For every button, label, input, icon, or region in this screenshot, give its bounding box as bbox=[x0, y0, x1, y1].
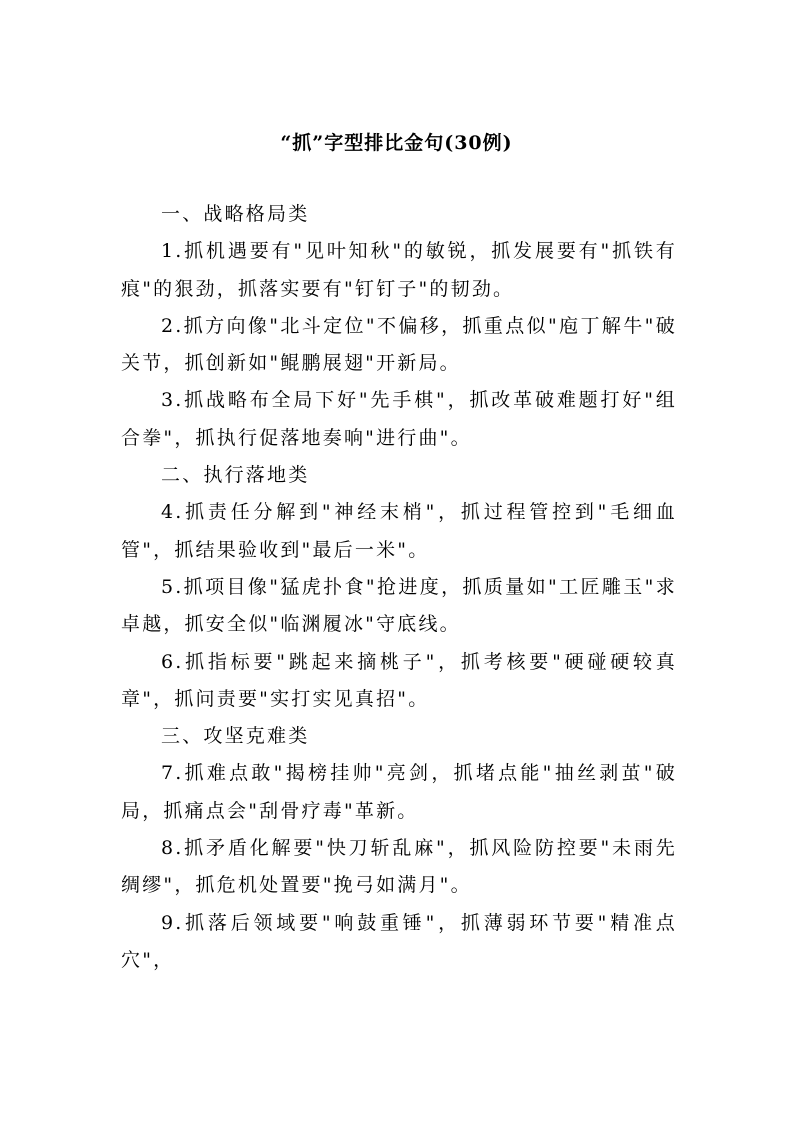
section-heading-tackling: 三、攻坚克难类 bbox=[161, 725, 310, 748]
paragraph-5: 5.抓项目像"猛虎扑食"抢进度，抓质量如"工匠雕玉"求卓越，抓安全似"临渊履冰"守底线。 bbox=[121, 575, 677, 636]
section-heading-execution: 二、执行落地类 bbox=[161, 464, 310, 487]
document-title: “抓”字型排比金句(30例) bbox=[280, 132, 513, 154]
paragraph-4: 4.抓责任分解到"神经末梢"，抓过程管控到"毛细血管"，抓结果验收到"最后一米"。 bbox=[121, 501, 677, 561]
paragraph-1: 1.抓机遇要有"见叶知秋"的敏锐，抓发展要有"抓铁有痕"的狠劲，抓落实要有"钉钉子"的韧劲。 bbox=[121, 240, 678, 300]
document-body bbox=[121, 196, 677, 979]
paragraph-8: 8.抓矛盾化解要"快刀斩乱麻"，抓风险防控要"未雨先绸缪"，抓危机处置要"挽弓如满月"。 bbox=[121, 837, 678, 897]
paragraph-7: 7.抓难点敢"揭榜挂帅"亮剑，抓堵点能"抽丝剥茧"破局，抓痛点会"刮骨疗毒"革新。 bbox=[121, 762, 677, 822]
paragraph-3: 3.抓战略布全局下好"先手棋"，抓改革破难题打好"组合拳"，抓执行促落地奏响"进行曲"。 bbox=[121, 389, 677, 449]
paragraph-6: 6.抓指标要"跳起来摘桃子"，抓考核要"硬碰硬较真章"，抓问责要"实打实见真招"。 bbox=[121, 650, 677, 710]
section-heading-strategy: 一、战略格局类 bbox=[161, 203, 310, 225]
paragraph-2: 2.抓方向像"北斗定位"不偏移，抓重点似"庖丁解牛"破关节，抓创新如"鲲鹏展翅"开新局。 bbox=[121, 314, 677, 375]
paragraph-9: 9.抓落后领域要"响鼓重锤"，抓薄弱环节要"精准点穴"， bbox=[121, 911, 677, 971]
